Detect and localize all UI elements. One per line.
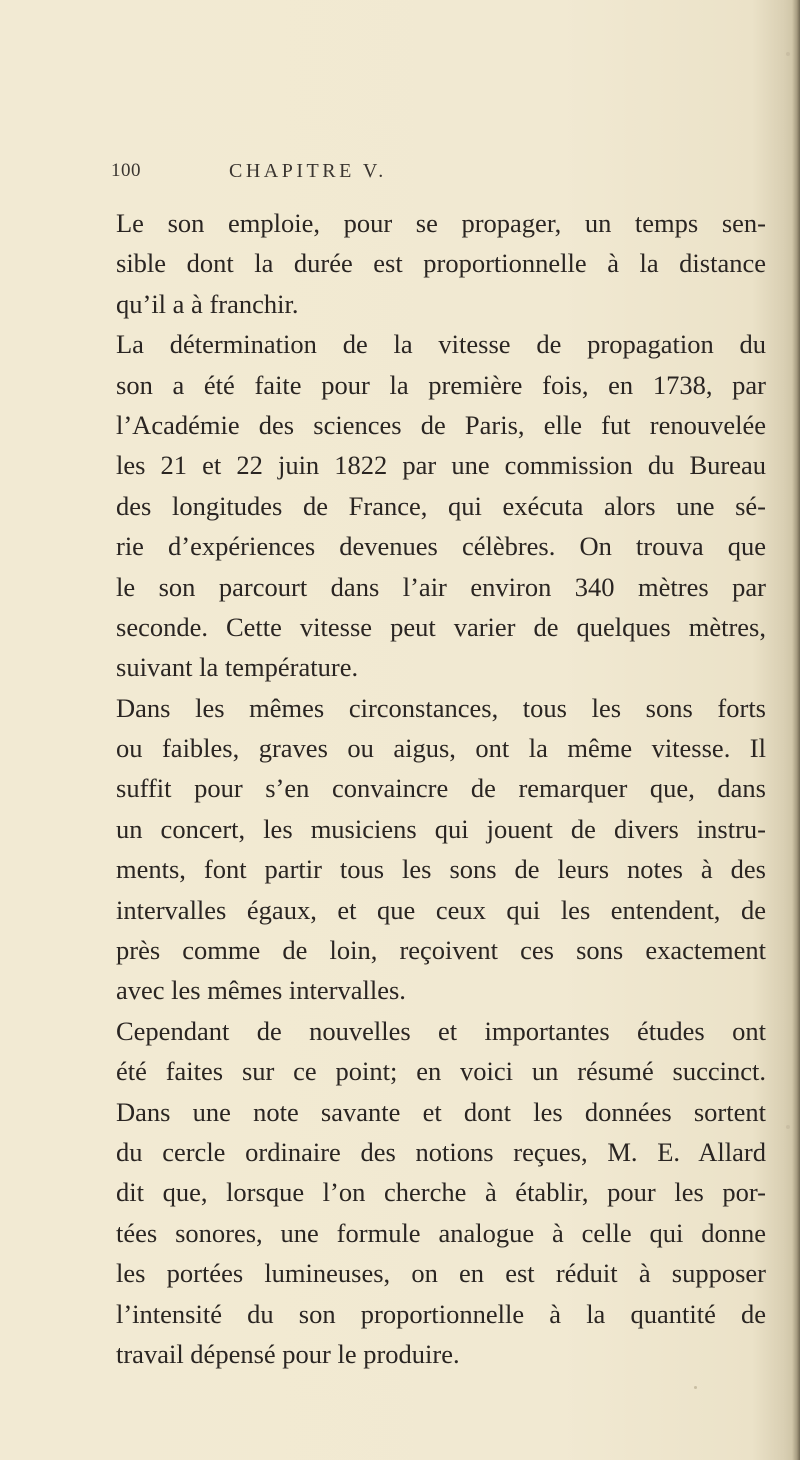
text-line: La détermination de la vitesse de propagation du <box>116 329 766 360</box>
text-line: l’intensité du son proportionnelle à la quantité de <box>116 1298 766 1329</box>
text-line: Cependant de nouvelles et importantes études ont <box>116 1015 766 1046</box>
page-number: 100 <box>111 160 141 181</box>
text-line: ments, font partir tous les sons de leurs notes à des <box>116 854 766 885</box>
text-line: dit que, lorsque l’on cherche à établir, pour les por- <box>116 1177 766 1208</box>
text-line: près comme de loin, reçoivent ces sons exactement <box>116 935 766 966</box>
text-line: le son parcourt dans l’air environ 340 mètres par <box>116 571 766 602</box>
text-line: tées sonores, une formule analogue à celle qui donne <box>116 1217 766 1248</box>
text-line: seconde. Cette vitesse peut varier de quelques mètres, <box>116 611 766 642</box>
text-line: suivant la température. <box>116 652 359 683</box>
text-line: Dans les mêmes circonstances, tous les sons forts <box>116 692 766 723</box>
text-line: avec les mêmes intervalles. <box>116 975 406 1006</box>
text-line: rie d’expériences devenues célèbres. On trouva que <box>116 531 766 562</box>
text-line: son a été faite pour la première fois, en 1738, par <box>116 369 766 400</box>
text-line: ou faibles, graves ou aigus, ont la même vitesse. Il <box>116 733 766 764</box>
paper-speck <box>786 52 790 56</box>
text-line: l’Académie des sciences de Paris, elle fut renouvelée <box>116 409 766 440</box>
page-header <box>0 160 800 190</box>
text-line: sible dont la durée est proportionnelle à la distance <box>116 248 766 279</box>
text-line: du cercle ordinaire des notions reçues, M. E. Allard <box>116 1136 766 1167</box>
text-line: Dans une note savante et dont les données sortent <box>116 1096 766 1127</box>
text-line: des longitudes de France, qui exécuta alors une sé- <box>116 490 766 521</box>
text-line: suffit pour s’en convaincre de remarquer que, dans <box>116 773 766 804</box>
paper-speck <box>694 1386 697 1389</box>
body-text <box>116 203 766 1374</box>
text-line: été faites sur ce point; en voici un résumé succinct. <box>116 1056 766 1087</box>
page-edge-shadow <box>792 0 800 1460</box>
text-line: travail dépensé pour le produire. <box>116 1338 460 1369</box>
text-line: Le son emploie, pour se propager, un temps sen- <box>116 208 766 238</box>
text-line: intervalles égaux, et que ceux qui les entendent, de <box>116 894 766 925</box>
running-head: CHAPITRE V. <box>229 160 387 182</box>
text-line: les portées lumineuses, on en est réduit à supposer <box>116 1258 766 1289</box>
text-line: qu’il a à franchir. <box>116 288 299 319</box>
text-line: un concert, les musiciens qui jouent de divers instru- <box>116 813 766 844</box>
paper-speck <box>786 1125 790 1129</box>
text-line: les 21 et 22 juin 1822 par une commission du Bureau <box>116 450 766 481</box>
